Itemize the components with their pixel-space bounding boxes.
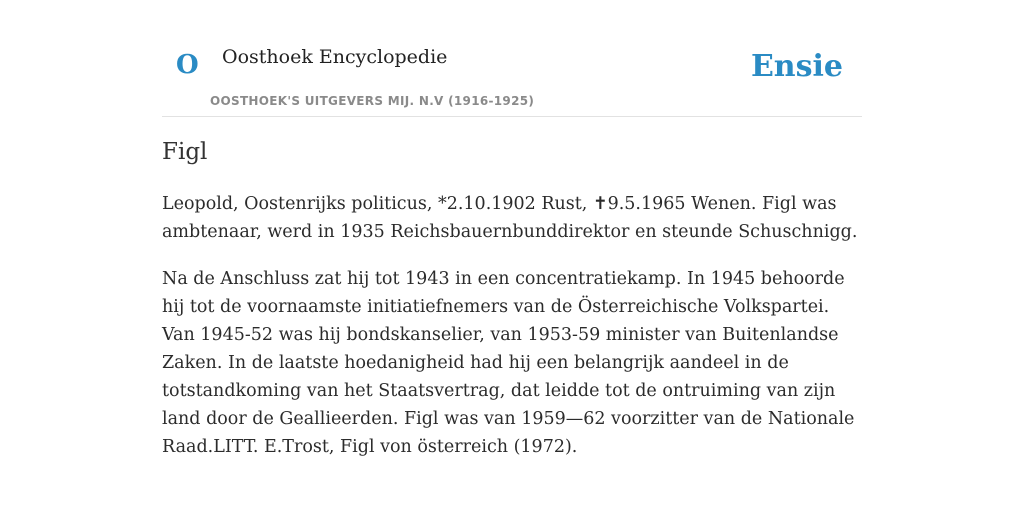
brand-logo[interactable]: Ensie: [750, 49, 843, 84]
article-paragraph: Leopold, Oostenrijks politicus, *2.10.1902 Rust, ✝9.5.1965 Wenen. Figl was ambtenaar, werd in 1935 Reichsbauernbunddirektor en steunde Schuschnigg.: [162, 193, 858, 242]
article: [162, 138, 862, 480]
entry-title: Figl: [162, 139, 208, 165]
publisher-subtitle: OOSTHOEK'S UITGEVERS MIJ. N.V (1916-1925): [210, 94, 535, 108]
article-paragraph: Na de Anschluss zat hij tot 1943 in een concentratiekamp. In 1945 behoorde hij tot de voornaamste initiatiefnemers van de Österreichische Volkspartei. Van 1945-52 was hij bondskanselier, van 1953-59 minister van Buitenlandse Zaken. In de laatste hoedanigheid had hij een belangrijk aandeel in de totstandkoming van het Staatsvertrag, dat leidde tot de ontruiming van zijn land door de Geallieerden. Figl was van 1959—62 voorzitter van de Nationale Raad.LITT. E.Trost, Figl von österreich (1972).: [162, 268, 855, 457]
site-header: [162, 0, 862, 117]
site-title[interactable]: Oosthoek Encyclopedie: [222, 46, 448, 68]
site-logo[interactable]: O: [176, 50, 199, 80]
